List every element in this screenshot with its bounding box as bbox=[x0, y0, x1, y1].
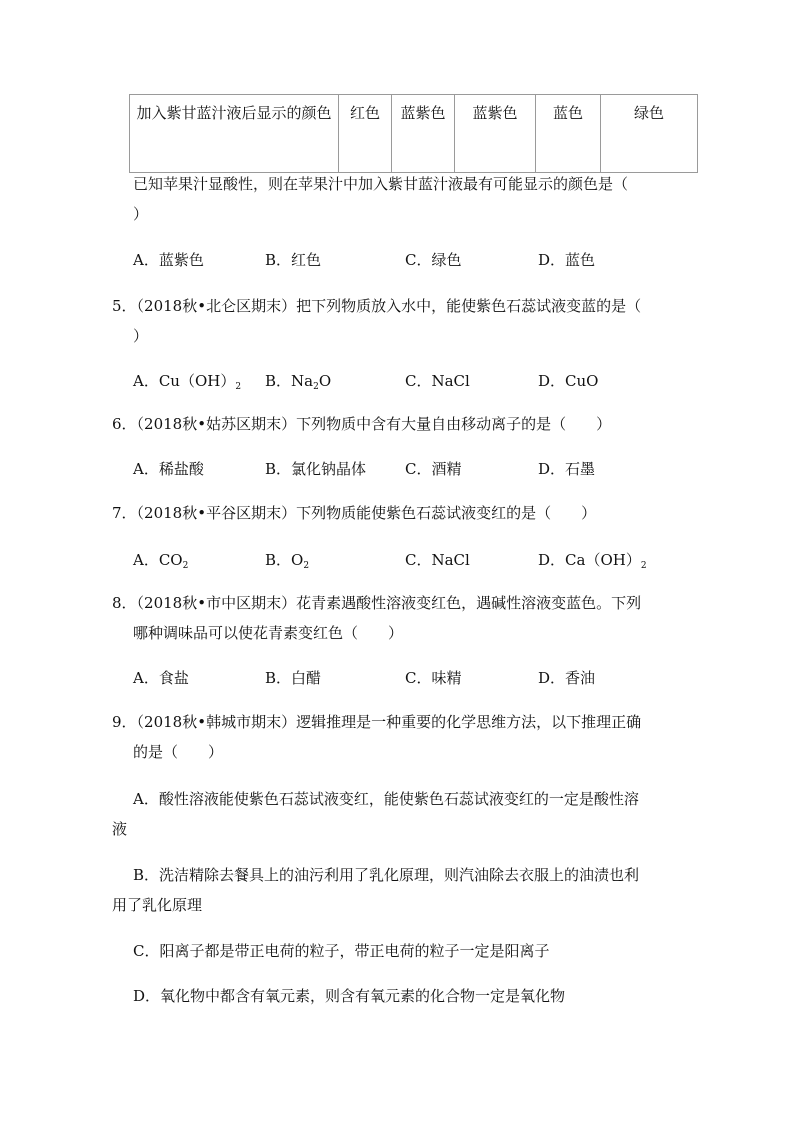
table-header-cell: 加入紫甘蓝汁液后显示的颜色 bbox=[130, 95, 339, 173]
question-9-option-b: B．洗洁精除去餐具上的油污利用了乳化原理，则汽油除去衣服上的油渍也利 bbox=[133, 866, 640, 884]
question-8-stem-cont: 哪种调味品可以使花青素变红色（ ） bbox=[133, 624, 404, 642]
question-5-stem-cont: ） bbox=[133, 327, 149, 345]
question-9-option-c: C．阳离子都是带正电荷的粒子，带正电荷的粒子一定是阳离子 bbox=[133, 942, 550, 960]
question-5-option-d: D．CuO bbox=[538, 372, 599, 390]
question-9-option-a-cont: 液 bbox=[112, 820, 128, 838]
question-6-stem: 6．（2018秋•姑苏区期末）下列物质中含有大量自由移动离子的是（ ） bbox=[112, 415, 612, 433]
table-row bbox=[130, 95, 698, 173]
question-4-option-a: A．蓝紫色 bbox=[133, 251, 204, 269]
question-8-stem: 8．（2018秋•市中区期末）花青素遇酸性溶液变红色，遇碱性溶液变蓝色。下列 bbox=[112, 594, 642, 612]
question-7-option-a: A．$CO_2$ bbox=[133, 551, 189, 571]
question-7-option-b: B．$O_2$ bbox=[265, 551, 310, 571]
question-9-option-d: D．氧化物中都含有氧元素，则含有氧元素的化合物一定是氧化物 bbox=[133, 987, 566, 1005]
table-cell: 蓝紫色 bbox=[455, 95, 536, 173]
question-7-option-d: D．$Ca(OH)_2$ bbox=[538, 551, 647, 571]
question-7-stem: 7．（2018秋•平谷区期末）下列物质能使紫色石蕊试液变红的是（ ） bbox=[112, 504, 597, 522]
question-8-option-a: A．食盐 bbox=[133, 669, 189, 687]
question-8-option-d: D．香油 bbox=[538, 669, 596, 687]
question-6-option-d: D．石墨 bbox=[538, 460, 596, 478]
table-cell: 红色 bbox=[339, 95, 392, 173]
question-5-option-c: C．NaCl bbox=[405, 372, 470, 390]
question-9-stem: 9．（2018秋•韩城市期末）逻辑推理是一种重要的化学思维方法，以下推理正确 bbox=[112, 713, 642, 731]
table-cell: 蓝色 bbox=[536, 95, 601, 173]
question-5-option-b: B．$Na_2O$ bbox=[265, 372, 332, 392]
table-cell: 蓝紫色 bbox=[392, 95, 455, 173]
question-4-option-d: D．蓝色 bbox=[538, 251, 596, 269]
question-4-option-b: B．红色 bbox=[265, 251, 322, 269]
question-8-option-c: C．味精 bbox=[405, 669, 462, 687]
table-cell: 绿色 bbox=[601, 95, 698, 173]
question-6-option-c: C．酒精 bbox=[405, 460, 462, 478]
question-5-option-a: A．$Cu(OH)_2$ bbox=[133, 372, 242, 392]
question-8-option-b: B．白醋 bbox=[265, 669, 322, 687]
question-7-option-c: C．NaCl bbox=[405, 551, 470, 569]
question-6-option-a: A．稀盐酸 bbox=[133, 460, 204, 478]
question-4-text-cont: ） bbox=[133, 205, 149, 223]
color-table bbox=[129, 94, 698, 173]
question-6-option-b: B．氯化钠晶体 bbox=[265, 460, 367, 478]
question-9-option-b-cont: 用了乳化原理 bbox=[112, 896, 203, 914]
question-9-stem-cont: 的是（ ） bbox=[133, 743, 224, 761]
question-5-stem: 5．（2018秋•北仑区期末）把下列物质放入水中，能使紫色石蕊试液变蓝的是（ bbox=[112, 297, 642, 315]
question-4-option-c: C．绿色 bbox=[405, 251, 462, 269]
question-4-text: 已知苹果汁显酸性，则在苹果汁中加入紫甘蓝汁液最有可能显示的颜色是（ bbox=[133, 175, 629, 193]
question-9-option-a: A．酸性溶液能使紫色石蕊试液变红，能使紫色石蕊试液变红的一定是酸性溶 bbox=[133, 790, 639, 808]
